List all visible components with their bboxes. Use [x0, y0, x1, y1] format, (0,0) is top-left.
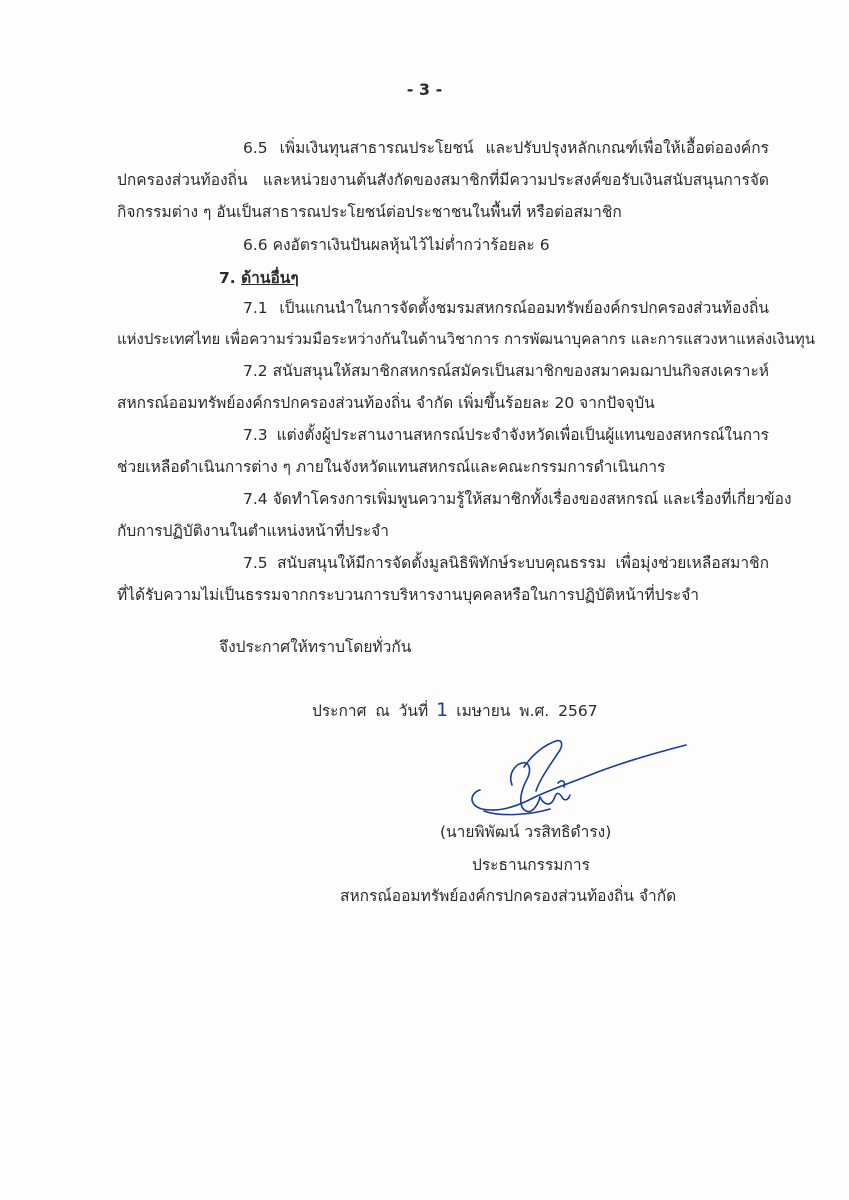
- section-7-number: 7.: [219, 269, 236, 287]
- date-prefix: ประกาศ ณ วันที่: [312, 702, 429, 720]
- clause-7-2-line-2: สหกรณ์ออมทรัพย์องค์กรปกครองส่วนท้องถิ่น จำกัด เพิ่มขึ้นร้อยละ 20 จากปัจจุบัน: [117, 394, 655, 412]
- clause-7-5-line-1: 7.5 สนับสนุนให้มีการจัดตั้งมูลนิธิพิทักษ์ระบบคุณธรรม เพื่อมุ่งช่วยเหลือสมาชิก: [243, 554, 769, 572]
- page-number: - 3 -: [406, 80, 443, 99]
- organization-name: สหกรณ์ออมทรัพย์องค์กรปกครองส่วนท้องถิ่น จำกัด: [340, 887, 677, 905]
- signer-name: (นายพิพัฒน์ วรสิทธิดำรง): [440, 823, 612, 841]
- clause-7-4-line-2: กับการปฏิบัติงานในตำแหน่งหน้าที่ประจำ: [117, 522, 389, 540]
- clause-7-3-line-1: 7.3 แต่งตั้งผู้ประสานงานสหกรณ์ประจำจังหวัดเพื่อเป็นผู้แทนของสหกรณ์ในการ: [243, 426, 769, 444]
- date-month-year: เมษายน พ.ศ. 2567: [456, 702, 598, 720]
- clause-6-6: 6.6 คงอัตราเงินปันผลหุ้นไว้ไม่ต่ำกว่าร้อยละ 6: [243, 236, 550, 254]
- clause-7-5-line-2: ที่ได้รับความไม่เป็นธรรมจากกระบวนการบริหารงานบุคคลหรือในการปฏิบัติหน้าที่ประจำ: [117, 586, 700, 604]
- clause-7-4-line-1: 7.4 จัดทำโครงการเพิ่มพูนความรู้ให้สมาชิกทั้งเรื่องของสหกรณ์ และเรื่องที่เกี่ยวข้อง: [243, 490, 792, 508]
- clause-7-3-line-2: ช่วยเหลือดำเนินการต่าง ๆ ภายในจังหวัดแทนสหกรณ์และคณะกรรมการดำเนินการ: [117, 458, 666, 476]
- clause-6-5-line-2: ปกครองส่วนท้องถิ่น และหน่วยงานต้นสังกัดของสมาชิกที่มีความประสงค์ขอรับเงินสนับสนุนการจัด: [117, 171, 769, 189]
- announcement-date: [312, 698, 598, 723]
- clause-6-5-line-3: กิจกรรมต่าง ๆ อันเป็นสาธารณประโยชน์ต่อประชาชนในพื้นที่ หรือต่อสมาชิก: [117, 203, 622, 221]
- section-7-heading: [219, 266, 299, 290]
- signer-position: ประธานกรรมการ: [472, 856, 590, 874]
- clause-6-5-line-1: 6.5 เพิ่มเงินทุนสาธารณประโยชน์ และปรับปรุงหลักเกณฑ์เพื่อให้เอื้อต่อองค์กร: [243, 139, 769, 157]
- section-7-title: ด้านอื่นๆ: [241, 269, 299, 287]
- clause-7-1-line-2: แห่งประเทศไทย เพื่อความร่วมมือระหว่างกันในด้านวิชาการ การพัฒนาบุคลากร และการแสวงหาแหล่งเงินทุน: [117, 330, 815, 348]
- signature-image: [440, 735, 690, 825]
- date-day: 1: [436, 699, 449, 721]
- clause-7-1-line-1: 7.1 เป็นแกนนำในการจัดตั้งชมรมสหกรณ์ออมทรัพย์องค์กรปกครองส่วนท้องถิ่น: [243, 299, 769, 317]
- announcement: จึงประกาศให้ทราบโดยทั่วกัน: [219, 638, 412, 656]
- clause-7-2-line-1: 7.2 สนับสนุนให้สมาชิกสหกรณ์สมัครเป็นสมาชิกของสมาคมฌาปนกิจสงเคราะห์: [243, 362, 769, 380]
